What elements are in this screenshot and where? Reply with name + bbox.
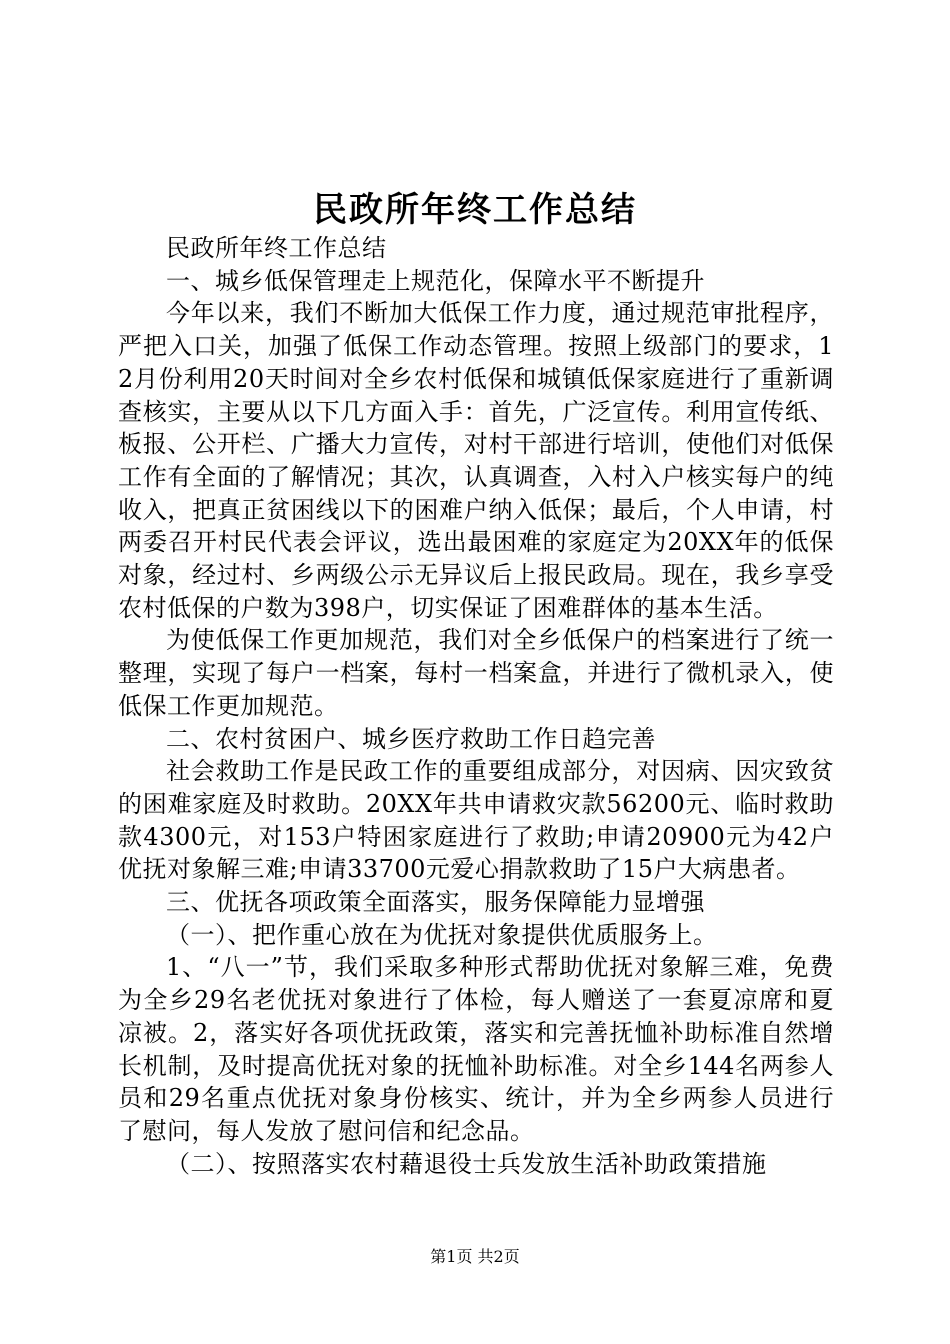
paragraph: 社会救助工作是民政工作的重要组成部分，对因病、因灾致贫的困难家庭及时救助。20XX年共申请救灾款56200元、临时救助款4300元，对153户特困家庭进行了救助;申请20900元为42户优抚对象解三难;申请33700元爱心捐款救助了15户大病患者。 bbox=[118, 757, 834, 884]
paragraph-heading: 民政所年终工作总结 bbox=[166, 234, 387, 262]
paragraph: 为使低保工作更加规范，我们对全乡低保户的档案进行了统一整理，实现了每户一档案，每村一档案盒，并进行了微机录入，使低保工作更加规范。 bbox=[118, 626, 834, 720]
subsection-heading-2: （二）、按照落实农村藉退役士兵发放生活补助政策措施 bbox=[166, 1149, 767, 1178]
document-body bbox=[118, 232, 834, 1180]
section-heading-1: 一、城乡低保管理走上规范化，保障水平不断提升 bbox=[166, 266, 705, 295]
section-heading-2: 二、农村贫困户、城乡医疗救助工作日趋完善 bbox=[166, 724, 656, 753]
section-heading-3: 三、优抚各项政策全面落实，服务保障能力显增强 bbox=[166, 888, 705, 917]
paragraph: 1、“八一”节，我们采取多种形式帮助优抚对象解三难，免费为全乡29名老优抚对象进行了体检，每人赠送了一套夏凉席和夏凉被。2，落实好各项优抚政策，落实和完善抚恤补助标准自然增长机制，及时提高优抚对象的抚恤补助标准。对全乡144名两参人员和29名重点优抚对象身份核实、统计，并为全乡两参人员进行了慰问，每人发放了慰问信和纪念品。 bbox=[118, 953, 834, 1145]
paragraph: 今年以来，我们不断加大低保工作力度，通过规范审批程序，严把入口关，加强了低保工作动态管理。按照上级部门的要求，12月份利用20天时间对全乡农村低保和城镇低保家庭进行了重新调查核实，主要从以下几方面入手：首先，广泛宣传。利用宣传纸、板报、公开栏、广播大力宣传，对村干部进行培训，使他们对低保工作有全面的了解情况；其次，认真调查，入村入户核实每户的纯收入，把真正贫困线以下的困难户纳入低保；最后，个人申请，村两委召开村民代表会评议，选出最困难的家庭定为20XX年的低保对象，经过村、乡两级公示无异议后上报民政局。现在，我乡享受农村低保的户数为398户，切实保证了困难群体的基本生活。 bbox=[118, 299, 834, 622]
document-title: 民政所年终工作总结 bbox=[313, 190, 637, 230]
page-footer: 第1页 共2页 bbox=[430, 1247, 520, 1266]
subsection-heading-1: （一）、把作重心放在为优抚对象提供优质服务上。 bbox=[166, 920, 718, 949]
